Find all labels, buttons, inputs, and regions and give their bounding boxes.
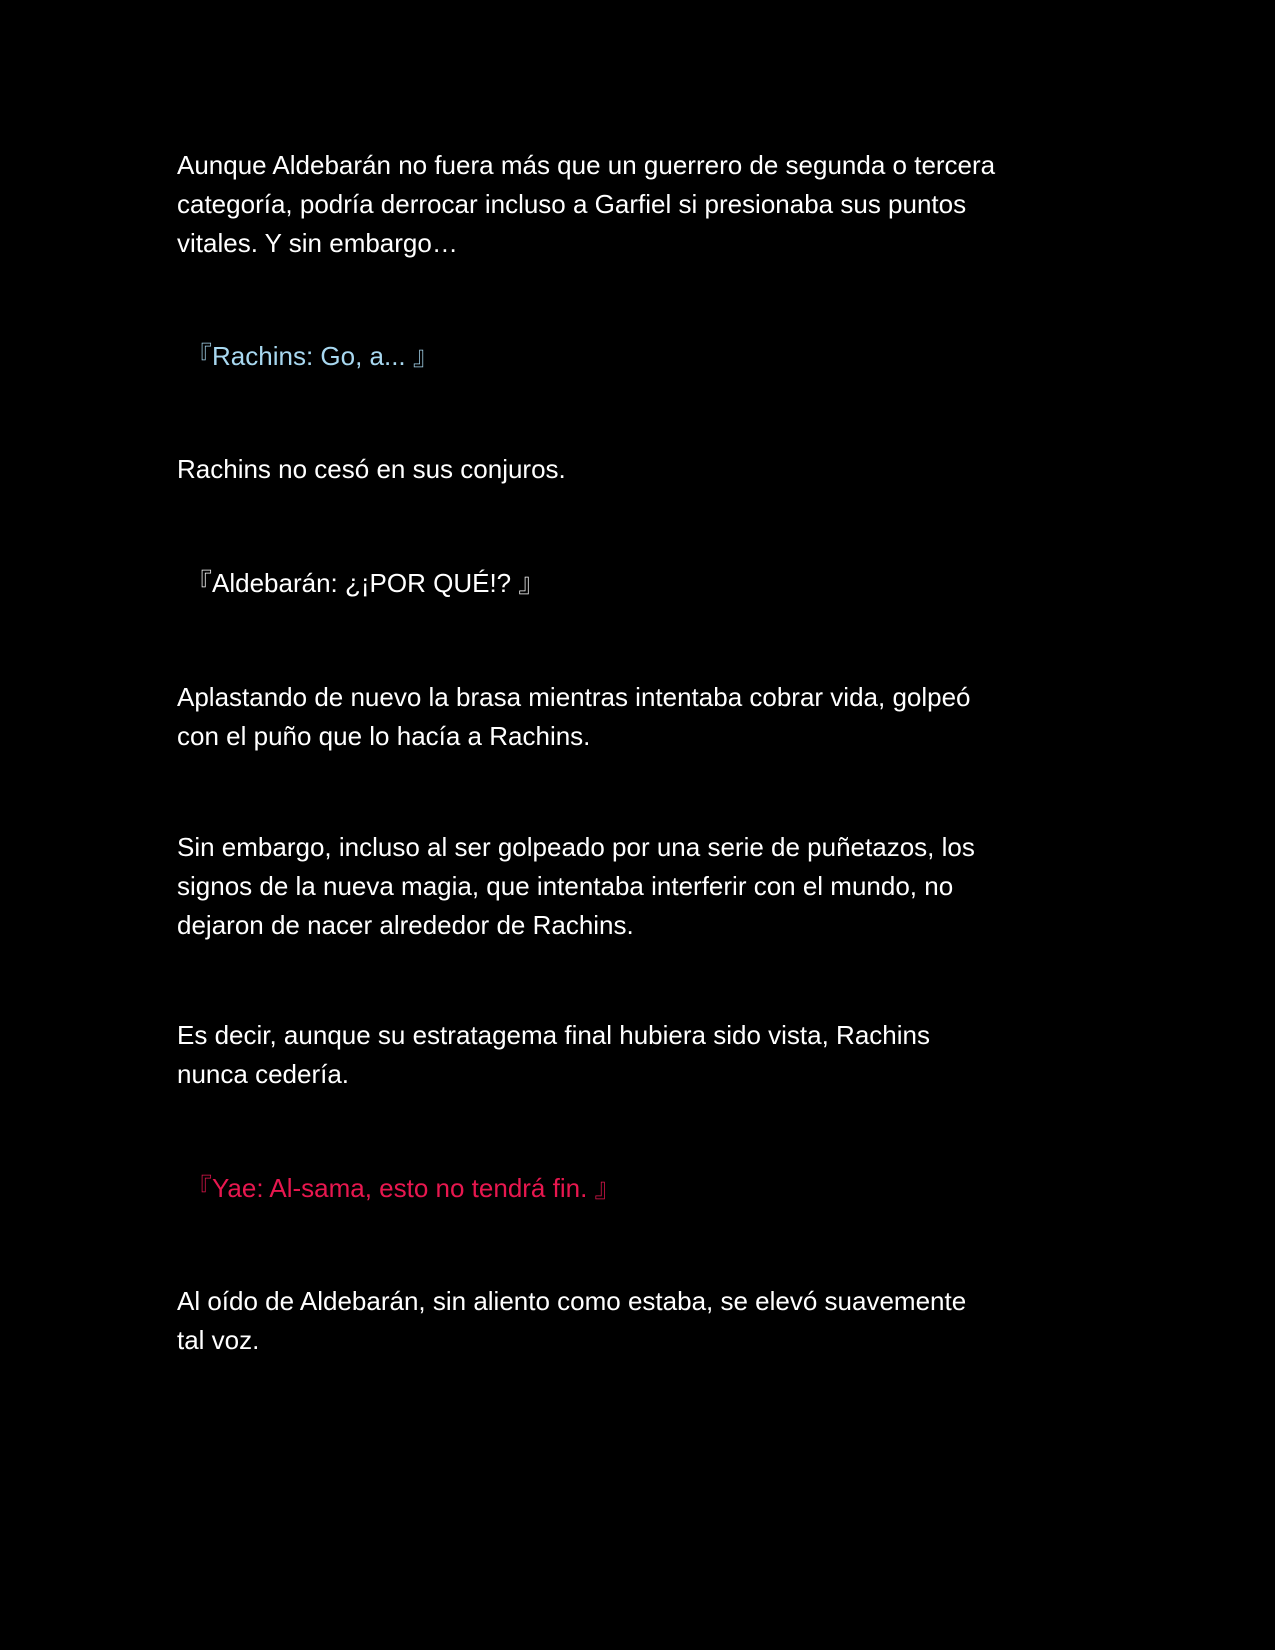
close-bracket: 』 <box>518 568 545 598</box>
narration-line: tal voz. <box>177 1325 260 1355</box>
open-bracket: 『 <box>186 1173 213 1203</box>
narration-line: Sin embargo, incluso al ser golpeado por una serie de puñetazos, los <box>177 832 975 862</box>
dialog-text: Aldebarán: ¿¡POR QUÉ!? <box>212 568 519 598</box>
narration-paragraph-5 <box>177 1016 1107 1094</box>
dialog-aldebaran <box>186 564 544 603</box>
close-bracket: 』 <box>594 1173 621 1203</box>
narration-paragraph-4 <box>177 828 1107 945</box>
narration-paragraph-2 <box>177 450 1107 489</box>
narration-line: nunca cedería. <box>177 1059 350 1089</box>
open-bracket: 『 <box>186 568 213 598</box>
narration-line: Al oído de Aldebarán, sin aliento como estaba, se elevó suavemente <box>177 1286 967 1316</box>
narration-line: Rachins no cesó en sus conjuros. <box>177 454 566 484</box>
open-bracket: 『 <box>186 341 213 371</box>
narration-line: dejaron de nacer alrededor de Rachins. <box>177 910 634 940</box>
dialog-yae <box>186 1169 621 1208</box>
narration-paragraph-6 <box>177 1282 1107 1360</box>
narration-line: Es decir, aunque su estratagema final hubiera sido vista, Rachins <box>177 1020 930 1050</box>
narration-line: signos de la nueva magia, que intentaba interferir con el mundo, no <box>177 871 954 901</box>
narration-line: vitales. Y sin embargo… <box>177 228 458 258</box>
dialog-text: Rachins: Go, a... <box>212 341 413 371</box>
narration-line: Aplastando de nuevo la brasa mientras intentaba cobrar vida, golpeó <box>177 682 971 712</box>
close-bracket: 』 <box>412 341 439 371</box>
dialog-text: Yae: Al-sama, esto no tendrá fin. <box>212 1173 595 1203</box>
narration-line: categoría, podría derrocar incluso a Garfiel si presionaba sus puntos <box>177 189 967 219</box>
narration-paragraph-1 <box>177 146 1107 263</box>
dialog-rachins <box>186 337 439 376</box>
narration-paragraph-3 <box>177 678 1107 756</box>
narration-line: con el puño que lo hacía a Rachins. <box>177 721 591 751</box>
narration-line: Aunque Aldebarán no fuera más que un guerrero de segunda o tercera <box>177 150 996 180</box>
